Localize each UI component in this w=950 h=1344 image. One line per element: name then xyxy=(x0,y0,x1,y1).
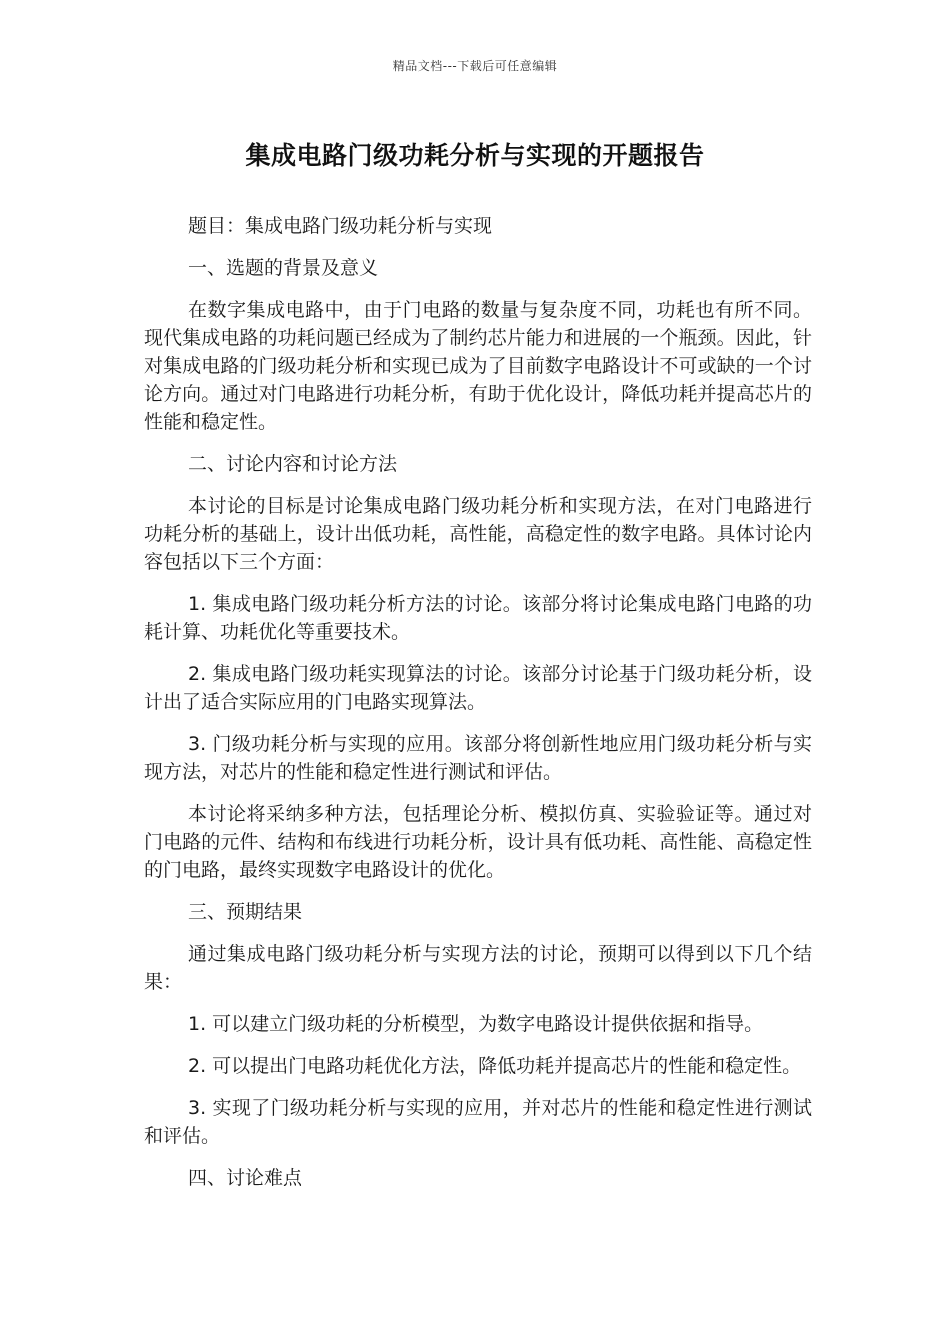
list-item-application: 3. 门级功耗分析与实现的应用。该部分将创新性地应用门级功耗分析与实现方法，对芯片的性能和稳定性进行测试和评估。 xyxy=(144,733,812,783)
document-body xyxy=(144,212,812,1206)
paragraph-background: 在数字集成电路中，由于门电路的数量与复杂度不同，功耗也有所不同。现代集成电路的功耗问题已经成为了制约芯片能力和进展的一个瓶颈。因此，针对集成电路的门级功耗分析和实现已成为了目前数字电路设计不可或缺的一个讨论方向。通过对门电路进行功耗分析，有助于优化设计，降低功耗并提高芯片的性能和稳定性。 xyxy=(144,299,812,433)
topic-line: 题目：集成电路门级功耗分析与实现 xyxy=(188,215,493,237)
list-item-result-model: 1. 可以建立门级功耗的分析模型，为数字电路设计提供依据和指导。 xyxy=(188,1013,764,1035)
section-heading-background: 一、选题的背景及意义 xyxy=(188,257,379,279)
list-item-analysis-method: 1. 集成电路门级功耗分析方法的讨论。该部分将讨论集成电路门电路的功耗计算、功耗优化等重要技术。 xyxy=(144,593,812,643)
section-heading-difficulties: 四、讨论难点 xyxy=(188,1167,303,1189)
paragraph-research-goal: 本讨论的目标是讨论集成电路门级功耗分析和实现方法，在对门电路进行功耗分析的基础上，设计出低功耗，高性能，高稳定性的数字电路。具体讨论内容包括以下三个方面： xyxy=(144,495,812,573)
list-item-result-application: 3. 实现了门级功耗分析与实现的应用，并对芯片的性能和稳定性进行测试和评估。 xyxy=(144,1097,812,1147)
section-heading-expected-results: 三、预期结果 xyxy=(188,901,303,923)
paragraph-methods: 本讨论将采纳多种方法，包括理论分析、模拟仿真、实验验证等。通过对门电路的元件、结构和布线进行功耗分析，设计具有低功耗、高性能、高稳定性的门电路，最终实现数字电路设计的优化。 xyxy=(144,803,812,881)
list-item-implementation-algorithm: 2. 集成电路门级功耗实现算法的讨论。该部分讨论基于门级功耗分析，设计出了适合实际应用的门电路实现算法。 xyxy=(144,663,812,713)
paragraph-expected-intro: 通过集成电路门级功耗分析与实现方法的讨论，预期可以得到以下几个结果： xyxy=(144,943,812,993)
list-item-result-optimization: 2. 可以提出门电路功耗优化方法，降低功耗并提高芯片的性能和稳定性。 xyxy=(188,1055,802,1077)
document-title: 集成电路门级功耗分析与实现的开题报告 xyxy=(245,141,705,170)
page-header-note: 精品文档---下载后可任意编辑 xyxy=(392,59,558,73)
section-heading-content-methods: 二、讨论内容和讨论方法 xyxy=(188,453,398,475)
